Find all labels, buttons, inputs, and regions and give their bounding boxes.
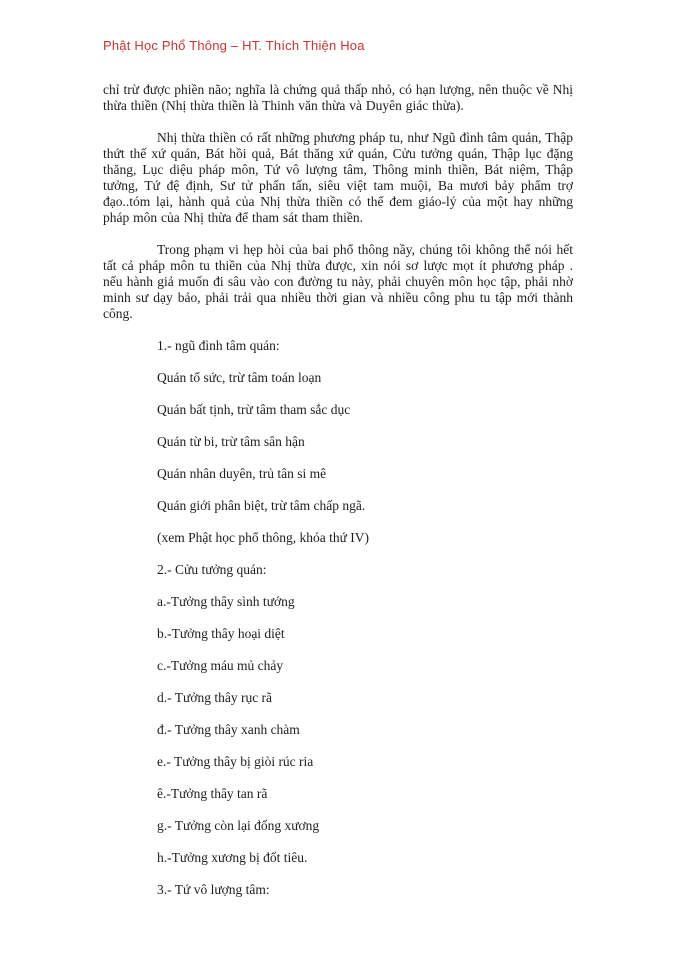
list-item: e.- Tưởng thây bị giòi rúc ria [157,754,314,769]
list-item: Quán bất tịnh, trừ tâm tham sắc dục [157,402,351,417]
list-item: Quán giới phân biệt, trừ tâm chấp ngã. [157,498,366,513]
list-item: g.- Tưởng còn lại đống xương [157,818,320,833]
paragraph: Trong phạm vi hẹp hòi của bai phổ thông nầy, chúng tôi không thể nói hết tất cả pháp môn tu thiền của Nhị thừa được, xin nói sơ lược mọt ít phương pháp . nếu hành giả muốn đi sâu vào con đường tu này, phải chuyên môn học tập, phải nhờ minh sư dạy bảo, phải trải qua nhiều thời gian và nhiều công phu tu tập mới thành công. [103,242,573,321]
page-header-title: Phật Học Phổ Thông – HT. Thích Thiện Hoa [103,38,365,53]
list-item-heading: 3.- Tứ vô lượng tâm: [157,882,270,897]
list-item-note: (xem Phật học phổ thông, khóa thứ IV) [157,530,370,545]
list-item: d.- Tưởng thây rục rã [157,690,273,705]
list-item-heading: 1.- ngũ đình tâm quán: [157,338,280,353]
paragraph: Nhị thừa thiền có rất những phương pháp tu, như Ngũ đình tâm quán, Thập thứt thế xứ quán, Bát hồi quả, Bát thăng xứ quán, Cửu tưởng quán, Thập lục đặng thăng, Lục diệu pháp môn, Tứ vô lượng tâm, Thông minh thiền, Bát niệm, Thập tưởng, Tứ đệ định, Sư tử phấn tấn, siêu việt tam muội, Ba mươi bảy phẩm trợ đạo..tóm lại, hành quả của Nhị thừa thiền có thể đem giáo-lý của một hay những pháp môn của Nhị thừa để tham sát tham thiền. [103,130,573,225]
list-item: ê.-Tưởng thây tan rã [157,786,268,801]
list-item: đ.- Tưởng thây xanh chàm [157,722,300,737]
list-item: h.-Tưởng xương bị đốt tiêu. [157,850,308,865]
list-item: Quán tổ sức, trừ tâm toán loạn [157,370,322,385]
document-body [103,82,573,914]
list-item-heading: 2.- Cửu tưởng quán: [157,562,267,577]
list-item: c.-Tưởng máu mủ chảy [157,658,284,673]
list-item: a.-Tưởng thây sình tướng [157,594,295,609]
list-item: b.-Tưởng thây hoại diệt [157,626,285,641]
list-item: Quán nhân duyên, trủ tân si mê [157,466,327,481]
list-item: Quán từ bi, trừ tâm sân hận [157,434,305,449]
paragraph: chỉ trừ được phiền não; nghĩa là chứng quả thấp nhỏ, có hạn lượng, nên thuộc về Nhị thừa thiền (Nhị thừa thiền là Thinh văn thừa và Duyên giác thừa). [103,82,573,113]
